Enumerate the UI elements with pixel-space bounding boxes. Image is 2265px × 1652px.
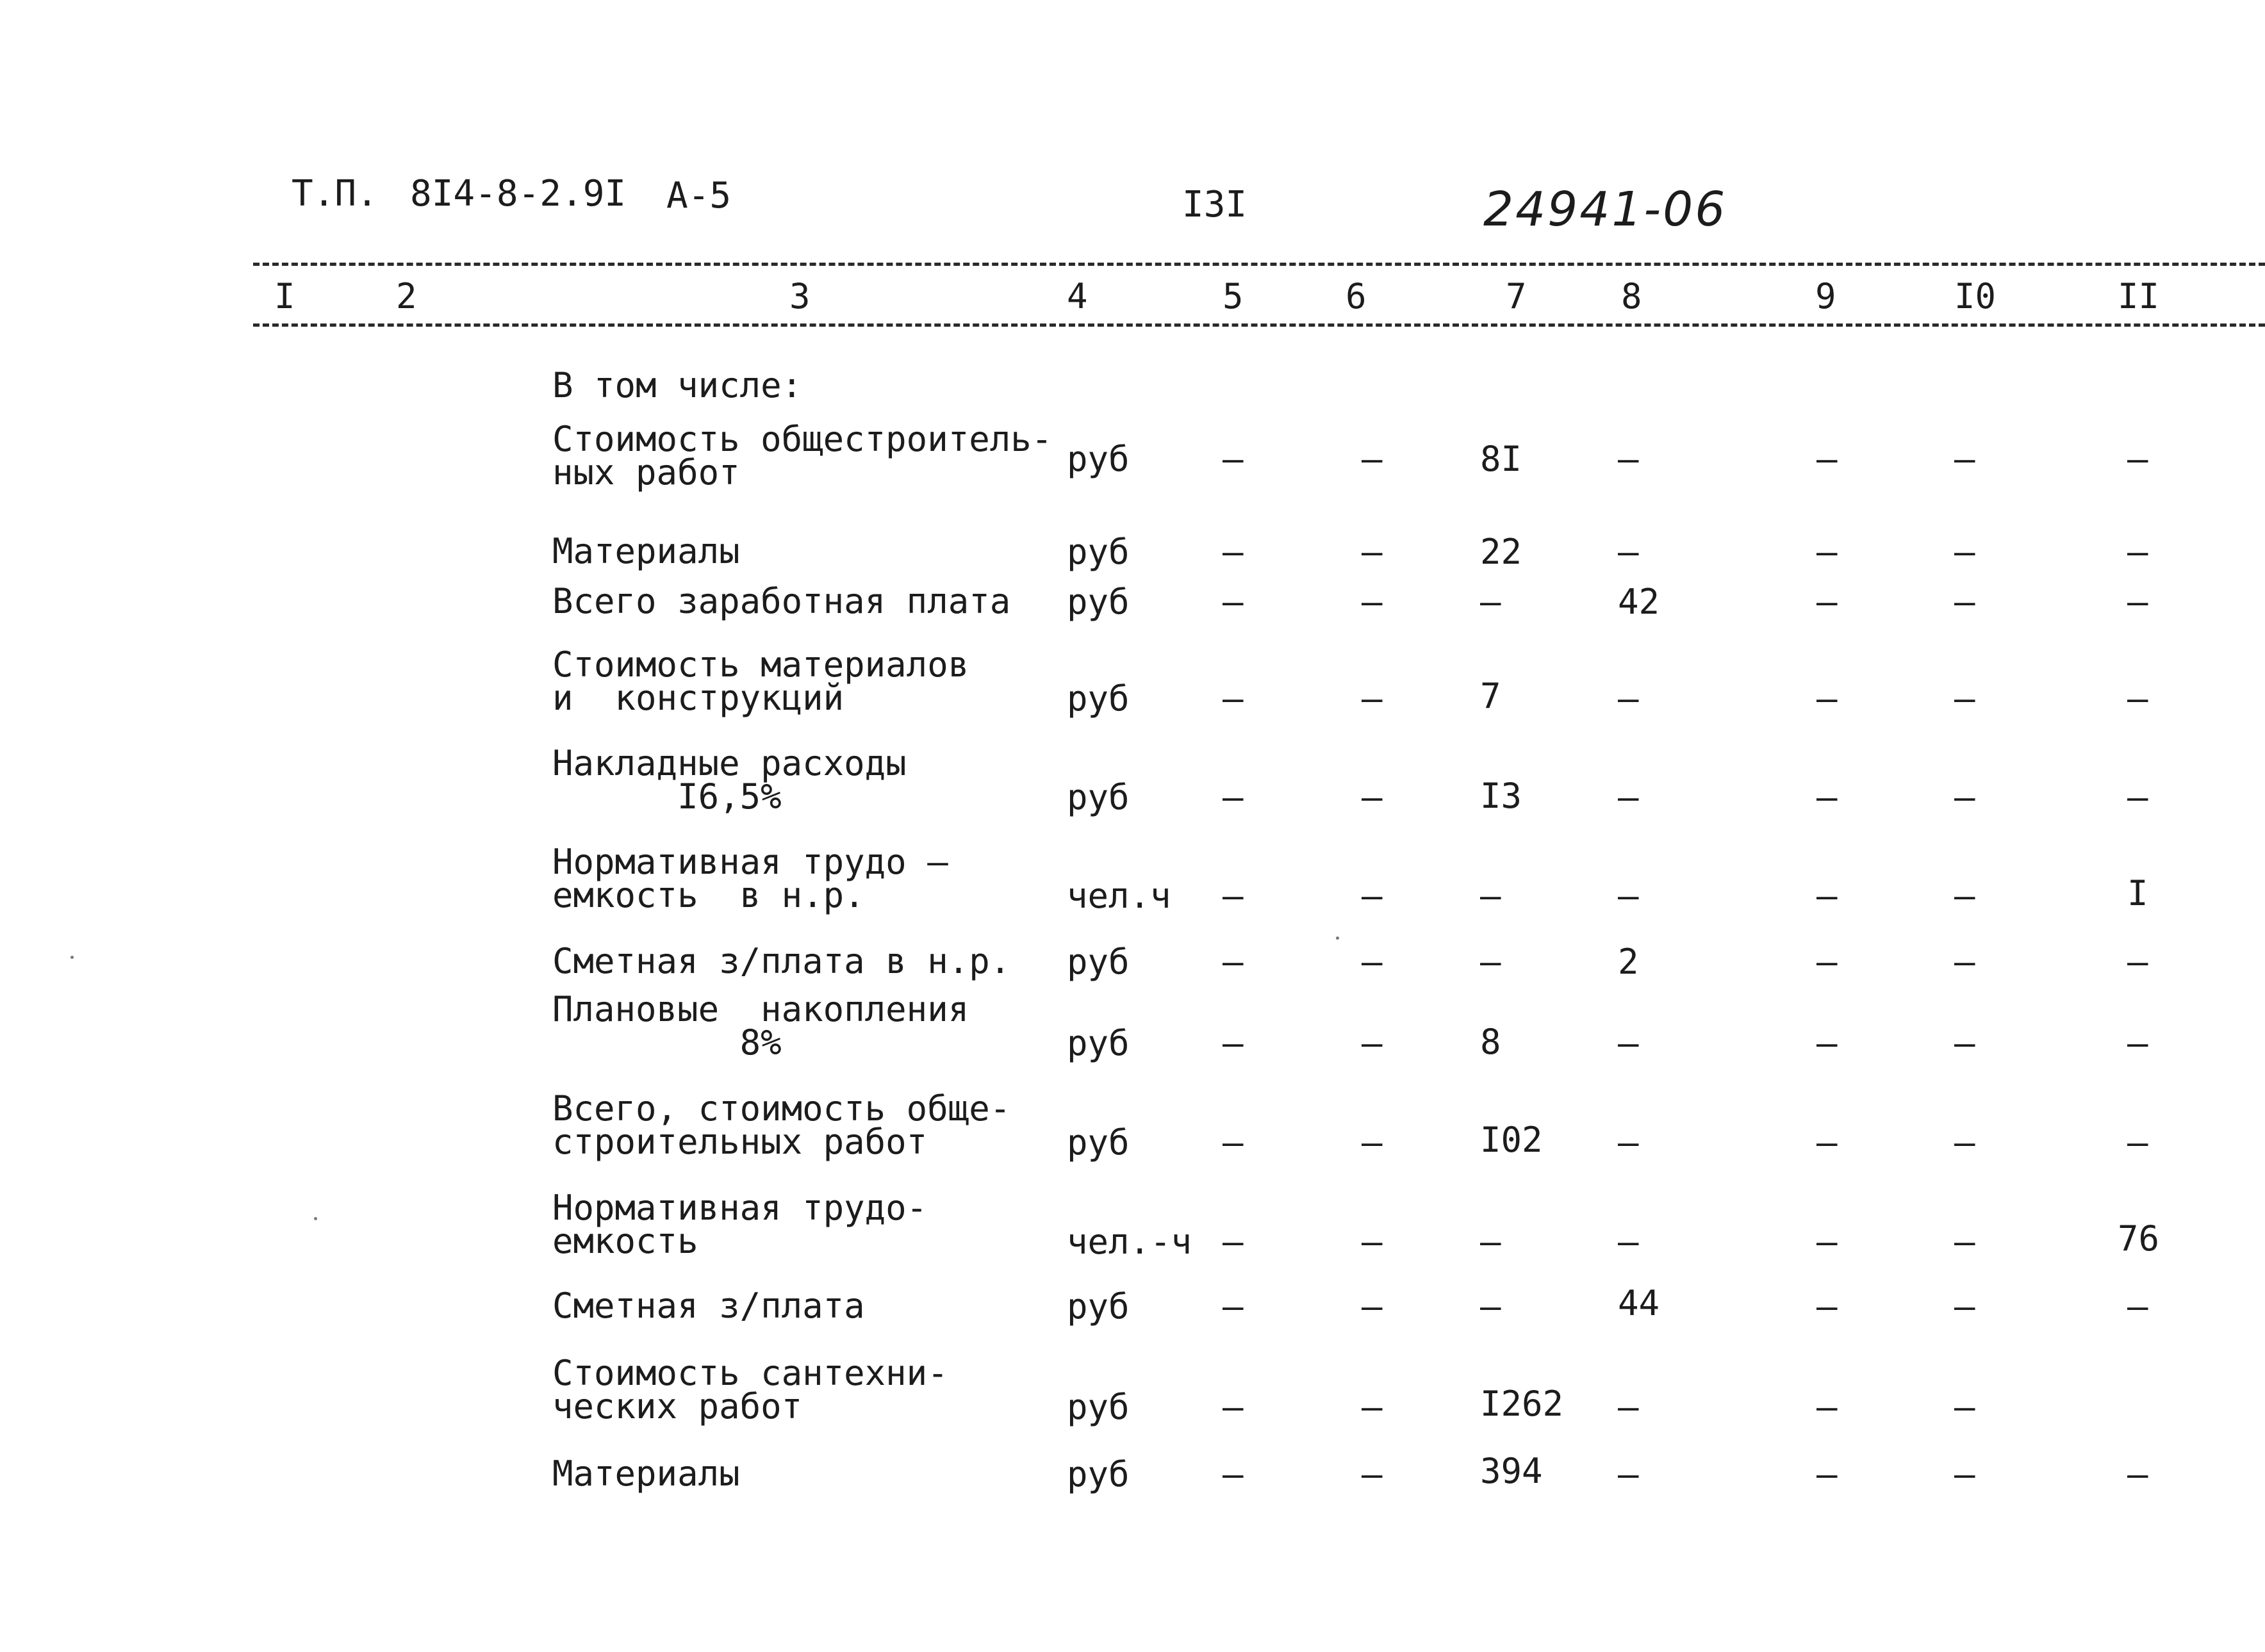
column-number-2: 2	[396, 276, 417, 316]
col6-cell: –	[1362, 1122, 1383, 1163]
unit-cell: руб	[1067, 439, 1130, 479]
unit-cell: чел.-ч	[1067, 1222, 1192, 1262]
col8-cell: 42	[1618, 582, 1660, 622]
unit-cell: руб	[1067, 532, 1130, 572]
col11-cell: –	[2127, 678, 2148, 719]
row-label: Всего заработная плата	[552, 581, 1011, 621]
col11-cell: 76	[2118, 1218, 2160, 1259]
col9-cell: –	[1816, 1286, 1838, 1327]
scan-speck	[314, 1217, 317, 1220]
column-number-11: II	[2118, 276, 2160, 316]
col10-cell: –	[1954, 439, 1975, 479]
column-number-6: 6	[1346, 276, 1367, 316]
row-label: Материалы	[552, 531, 740, 571]
column-number-7: 7	[1506, 276, 1527, 316]
column-number-4: 4	[1067, 276, 1088, 316]
col8-cell: –	[1618, 532, 1639, 572]
album-label: А-5	[666, 175, 732, 217]
unit-cell: руб	[1067, 777, 1130, 817]
col9-cell: –	[1816, 1122, 1838, 1163]
row-label: Стоимость общестроитель- ных работ	[552, 419, 1053, 493]
col7-cell: I262	[1480, 1384, 1564, 1424]
col11-cell: –	[2127, 1122, 2148, 1163]
doc-code: 8I4-8-2.9I	[410, 173, 627, 215]
scan-speck	[70, 956, 74, 959]
col7-cell: –	[1480, 582, 1501, 622]
col9-cell: –	[1816, 582, 1838, 622]
col6-cell: –	[1362, 777, 1383, 817]
col6-cell: –	[1362, 1222, 1383, 1262]
col8-cell: 44	[1618, 1283, 1660, 1323]
unit-cell: руб	[1067, 1387, 1130, 1427]
col10-cell: –	[1954, 876, 1975, 916]
column-number-10: I0	[1954, 276, 1997, 316]
col7-cell: 394	[1480, 1451, 1543, 1491]
doc-prefix: Т.П.	[292, 173, 378, 215]
col11-cell: –	[2127, 777, 2148, 817]
col7-cell: –	[1480, 942, 1501, 982]
col9-cell: –	[1816, 439, 1838, 479]
col5-cell: –	[1223, 1454, 1244, 1494]
col5-cell: –	[1223, 582, 1244, 622]
col5-cell: –	[1223, 439, 1244, 479]
col10-cell: –	[1954, 942, 1975, 982]
col5-cell: –	[1223, 1222, 1244, 1262]
col8-cell: –	[1618, 1387, 1639, 1427]
col8-cell: –	[1618, 1023, 1639, 1063]
col8-cell: –	[1618, 1122, 1639, 1163]
col5-cell: –	[1223, 777, 1244, 817]
scan-speck	[1336, 936, 1339, 940]
col6-cell: –	[1362, 582, 1383, 622]
column-number-9: 9	[1815, 276, 1836, 316]
col5-cell: –	[1223, 876, 1244, 916]
col10-cell: –	[1954, 1122, 1975, 1163]
row-label: Плановые накопления 8%	[552, 989, 969, 1063]
col5-cell: –	[1223, 942, 1244, 982]
col6-cell: –	[1362, 1387, 1383, 1427]
col9-cell: –	[1816, 532, 1838, 572]
col10-cell: –	[1954, 678, 1975, 719]
row-label: Накладные расходы I6,5%	[552, 743, 907, 817]
top-dashed-rule	[253, 263, 2265, 266]
col8-cell: –	[1618, 1454, 1639, 1494]
column-number-1: I	[274, 276, 295, 316]
col6-cell: –	[1362, 942, 1383, 982]
row-label: Всего, стоимость обще- строительных работ	[552, 1088, 1011, 1162]
col6-cell: –	[1362, 678, 1383, 719]
col11-cell: –	[2127, 532, 2148, 572]
col9-cell: –	[1816, 1023, 1838, 1063]
col7-cell: 7	[1480, 676, 1501, 716]
col5-cell: –	[1223, 1387, 1244, 1427]
col10-cell: –	[1954, 777, 1975, 817]
col8-cell: –	[1618, 1222, 1639, 1262]
col7-cell: –	[1480, 1286, 1501, 1327]
row-label: Сметная з/плата в н.р.	[552, 941, 1011, 981]
page-number: I3I	[1182, 184, 1248, 225]
col11-cell: –	[2127, 1023, 2148, 1063]
col7-cell: 8	[1480, 1022, 1501, 1062]
unit-cell: руб	[1067, 678, 1130, 719]
unit-cell: руб	[1067, 582, 1130, 622]
col11-cell: –	[2127, 582, 2148, 622]
col10-cell: –	[1954, 1286, 1975, 1327]
col7-cell: I3	[1480, 776, 1522, 816]
col6-cell: –	[1362, 532, 1383, 572]
column-number-8: 8	[1621, 276, 1642, 316]
col11-cell: –	[2127, 1286, 2148, 1327]
col7-cell: I02	[1480, 1120, 1543, 1160]
col6-cell: –	[1362, 876, 1383, 916]
unit-cell: руб	[1067, 1286, 1130, 1327]
col10-cell: –	[1954, 1222, 1975, 1262]
col5-cell: –	[1223, 1122, 1244, 1163]
col11-cell: –	[2127, 439, 2148, 479]
unit-cell: руб	[1067, 942, 1130, 982]
col9-cell: –	[1816, 678, 1838, 719]
unit-cell: руб	[1067, 1454, 1130, 1494]
row-label: Стоимость сантехни- ческих работ	[552, 1353, 948, 1427]
col9-cell: –	[1816, 1454, 1838, 1494]
col7-cell: 22	[1480, 532, 1522, 572]
col8-cell: –	[1618, 876, 1639, 916]
col8-cell: –	[1618, 777, 1639, 817]
col11-cell: –	[2127, 1454, 2148, 1494]
col7-cell: –	[1480, 1222, 1501, 1262]
col9-cell: –	[1816, 876, 1838, 916]
col10-cell: –	[1954, 1454, 1975, 1494]
col10-cell: –	[1954, 582, 1975, 622]
unit-cell: руб	[1067, 1023, 1130, 1063]
col5-cell: –	[1223, 1286, 1244, 1327]
col11-cell: –	[2127, 942, 2148, 982]
inventory-number: 24941-06	[1483, 182, 1727, 237]
column-number-3: 3	[789, 276, 811, 316]
col5-cell: –	[1223, 1023, 1244, 1063]
unit-cell: руб	[1067, 1122, 1130, 1163]
row-label: Сметная з/плата	[552, 1286, 865, 1326]
col10-cell: –	[1954, 1387, 1975, 1427]
col10-cell: –	[1954, 1023, 1975, 1063]
unit-cell: чел.ч	[1067, 876, 1171, 916]
col9-cell: –	[1816, 942, 1838, 982]
col6-cell: –	[1362, 1023, 1383, 1063]
col5-cell: –	[1223, 678, 1244, 719]
row-label: Стоимость материалов и конструкций	[552, 644, 969, 718]
column-number-5: 5	[1223, 276, 1244, 316]
col5-cell: –	[1223, 532, 1244, 572]
subheading: В том числе:	[552, 365, 803, 405]
col9-cell: –	[1816, 777, 1838, 817]
row-label: Материалы	[552, 1453, 740, 1494]
col9-cell: –	[1816, 1387, 1838, 1427]
column-number-dashed-rule	[253, 323, 2265, 327]
col7-cell: –	[1480, 876, 1501, 916]
row-label: Нормативная трудо- емкость	[552, 1188, 928, 1261]
col10-cell: –	[1954, 532, 1975, 572]
col7-cell: 8I	[1480, 439, 1522, 479]
col6-cell: –	[1362, 439, 1383, 479]
col8-cell: 2	[1618, 942, 1639, 982]
col6-cell: –	[1362, 1286, 1383, 1327]
row-label: Нормативная трудо – емкость в н.р.	[552, 842, 948, 915]
col11-cell: I	[2127, 873, 2148, 913]
col6-cell: –	[1362, 1454, 1383, 1494]
col8-cell: –	[1618, 678, 1639, 719]
col8-cell: –	[1618, 439, 1639, 479]
col9-cell: –	[1816, 1222, 1838, 1262]
